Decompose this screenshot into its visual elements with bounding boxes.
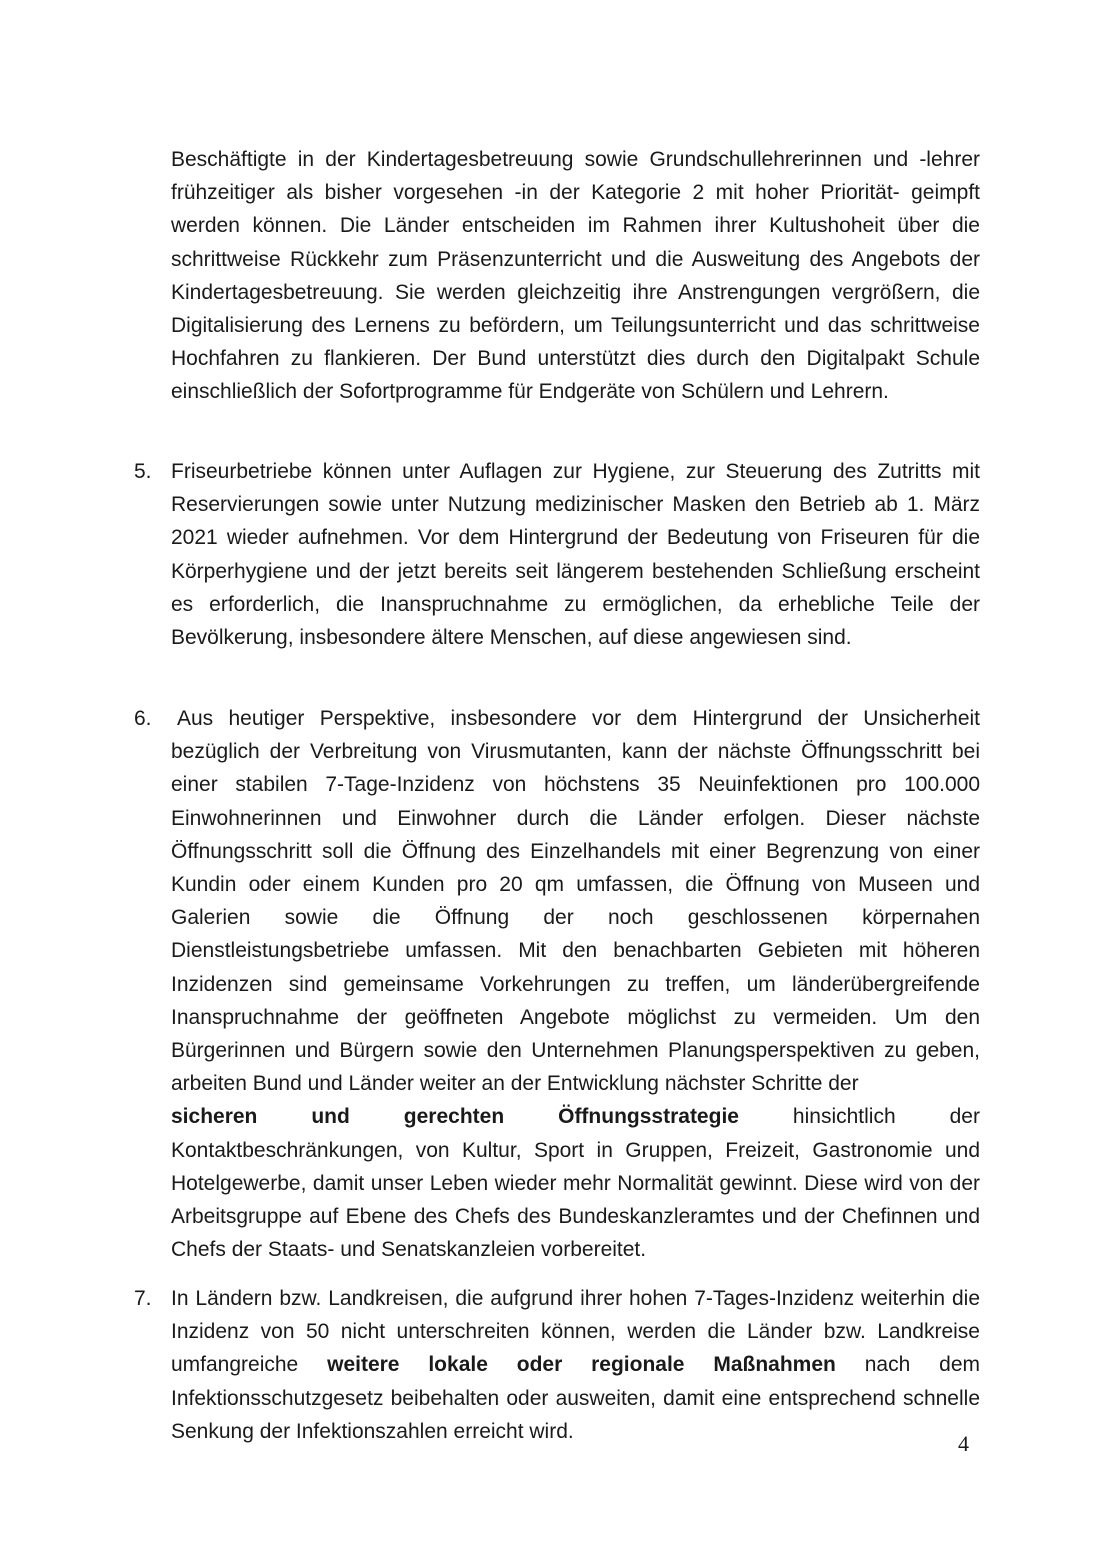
after-bold-word-1: hinsichtlich xyxy=(792,1105,896,1129)
item-6-text-part1: Aus heutiger Perspektive, insbesondere vor dem Hintergrund der Unsicherheit bezüglich der Verbreitung von Virusmutanten, kann der nächste Öffnungsschritt bei einer stabilen 7-Tage-Inzidenz von höchstens 35 Neuinfektionen pro 100.000 Einwohnerinnen und Einwohner durch die Länder erfolgen. Dieser nächste Öffnungsschritt soll die Öffnung des Einzelhandels mit einer Begrenzung von einer Kundin oder einem Kunden pro 20 qm umfassen, die Öffnung von Museen und Galerien sowie die Öffnung der noch geschlossenen körpernahen Dienstleistungsbetriebe umfassen. Mit den benachbarten Gebieten mit höheren Inzidenzen sind gemeinsame Vorkehrungen zu treffen, um länderübergreifende Inanspruchnahme der geöffneten Angebote möglichst zu vermeiden. Um den Bürgerinnen und Bürgern sowie den Unternehmen Planungsperspektiven zu geben, arbeiten Bund und Länder weiter an der Entwicklung nächster Schritte der xyxy=(171,707,980,1096)
item-text-7 xyxy=(171,1282,980,1448)
item-number-5: 5. xyxy=(134,460,152,483)
bold-word-4: Öffnungsstrategie xyxy=(558,1105,739,1129)
item-7-text-after: nach dem Infektionsschutzgesetz beibehalten oder ausweiten, damit eine entsprechend schnelle Senkung der Infektionszahlen erreicht wird. xyxy=(171,1353,980,1443)
item-6-text-part2: Kontaktbeschränkungen, von Kultur, Sport in Gruppen, Freizeit, Gastronomie und Hotelgewerbe, damit unser Leben wieder mehr Normalität gewinnt. Diese wird von der Arbeitsgruppe auf Ebene des Chefs des Bundeskanzleramtes und der Chefinnen und Chefs der Staats- und Senatskanzleien vorbereitet. xyxy=(171,1138,980,1262)
bold-word-1: sicheren xyxy=(171,1105,258,1129)
item-text-6 xyxy=(171,702,980,1266)
item-6-bold-line xyxy=(171,1100,980,1133)
item-number-7: 7. xyxy=(134,1287,152,1310)
item-text-5: Friseurbetriebe können unter Auflagen zur Hygiene, zur Steuerung des Zutritts mit Reservierungen sowie unter Nutzung medizinischer Masken den Betrieb ab 1. März 2021 wieder aufnehmen. Vor dem Hintergrund der Bedeutung von Friseuren für die Körperhygiene und der jetzt bereits seit längerem bestehenden Schließung erscheint es erforderlich, die Inanspruchnahme zu ermöglichen, da erhebliche Teile der Bevölkerung, insbesondere ältere Menschen, auf diese angewiesen sind. xyxy=(171,460,980,650)
after-bold-word-2: der xyxy=(949,1105,980,1129)
page-number: 4 xyxy=(958,1431,969,1456)
item-number-6: 6. xyxy=(134,707,152,730)
item-7-text-before: In Ländern bzw. Landkreisen, die aufgrund ihrer hohen 7-Tages-Inzidenz weiterhin die Inzidenz von 50 nicht unterschreiten können, werden die Länder bzw. Landkreise umfangreiche xyxy=(171,1287,980,1377)
bold-word-3: gerechten xyxy=(403,1105,505,1129)
item-7-text-bold: weitere lokale oder regionale Maßnahmen xyxy=(327,1353,836,1377)
paragraph-continued: Beschäftigte in der Kindertagesbetreuung sowie Grundschullehrerinnen und -lehrer frühzeitiger als bisher vorgesehen -in der Kategorie 2 mit hoher Priorität- geimpft werden können. Die Länder entscheiden im Rahmen ihrer Kultushoheit über die schrittweise Rückkehr zum Präsenzunterricht und die Ausweitung des Angebots der Kindertagesbetreuung. Sie werden gleichzeitig ihre Anstrengungen vergrößern, die Digitalisierung des Lernens zu befördern, um Teilungsunterricht und das schrittweise Hochfahren zu flankieren. Der Bund unterstützt dies durch den Digitalpakt Schule einschließlich der Sofortprogramme für Endgeräte von Schülern und Lehrern. xyxy=(171,148,980,404)
bold-word-2: und xyxy=(311,1105,350,1129)
